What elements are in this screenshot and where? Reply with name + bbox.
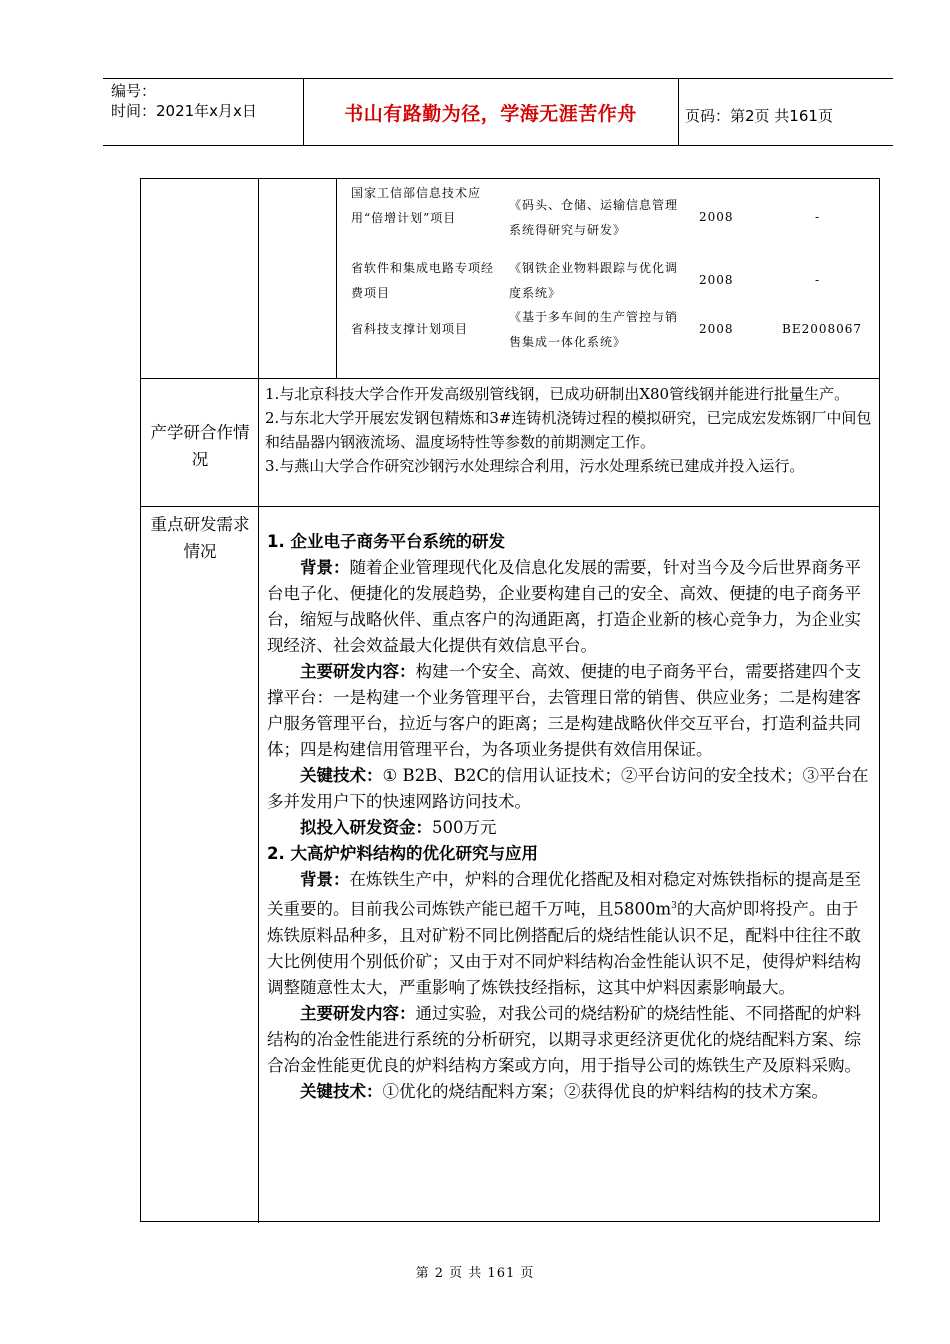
paragraph-text: 在炼铁生产中，炉料的合理优化搭配及相对稳定对炼铁指标的提高是至关重要的。目前我公司炼铁产能已超千万吨，且5800m xyxy=(267,870,861,919)
rd-content xyxy=(267,529,873,1105)
cooperation-item: 2.与东北大学开展宏发钢包精炼和3#连铸机浇铸过程的模拟研究，已完成宏发炼钢厂中间包和结晶器内钢液流场、温度场特性等参数的前期测定工作。 xyxy=(265,409,872,451)
rd-label: 重点研发需求情况 xyxy=(150,515,250,561)
paragraph-key-tech xyxy=(267,1079,873,1105)
project-name: 国家工信部信息技术应用“倍增计划”项目 xyxy=(351,186,482,225)
paragraph-text: ① B2B、B2C的信用认证技术；②平台访问的安全技术；③平台在多并发用户下的快速网路访问技术。 xyxy=(267,766,869,811)
project-code: - xyxy=(815,273,821,287)
project-year: 2008 xyxy=(699,273,734,287)
project-title: 《码头、仓储、运输信息管理系统得研究与研发》 xyxy=(509,198,679,237)
bold-label: 背景： xyxy=(300,870,350,889)
project-name: 省科技支撑计划项目 xyxy=(351,322,469,336)
bold-label: 拟投入研发资金： xyxy=(300,818,432,837)
header-motto: 书山有路勤为径，学海无涯苦作舟 xyxy=(344,103,637,125)
paragraph-text: 500万元 xyxy=(432,818,497,837)
project-title: 《钢铁企业物料跟踪与优化调度系统》 xyxy=(509,261,679,300)
page-footer: 第 2 页 共 161 页 xyxy=(415,1266,535,1281)
paragraph-main-content xyxy=(267,1001,873,1079)
section-heading: 1. 企业电子商务平台系统的研发 xyxy=(267,532,505,551)
project-name: 省软件和集成电路专项经费项目 xyxy=(351,261,495,300)
row-divider xyxy=(141,378,879,379)
cooperation-content xyxy=(265,382,875,478)
header-meta xyxy=(111,81,257,121)
project-code: BE2008067 xyxy=(782,322,863,336)
superscript: 3 xyxy=(671,901,677,911)
project-code: - xyxy=(815,210,821,224)
project-list xyxy=(337,179,879,378)
paragraph-text: ①优化的烧结配料方案；②获得优良的炉料结构的技术方案。 xyxy=(382,1081,828,1101)
bold-label: 关键技术： xyxy=(300,1081,383,1101)
paragraph-funding xyxy=(267,815,873,841)
number-label: 编号： xyxy=(111,82,157,100)
info-table xyxy=(140,178,880,1222)
bold-label: 主要研发内容： xyxy=(300,1003,416,1023)
cooperation-item: 3.与燕山大学合作研究沙钢污水处理综合利用，污水处理系统已建成并投入运行。 xyxy=(265,457,805,475)
paragraph-key-tech xyxy=(267,763,873,815)
row-divider xyxy=(141,506,879,507)
paragraph-background xyxy=(267,867,873,1001)
paragraph-text: 构建一个安全、高效、便捷的电子商务平台，需要搭建四个支撑平台：一是构建一个业务管理平台，去管理日常的销售、供应业务；二是构建客户服务管理平台，拉近与客户的距离；三是构建战略伙伴交互平台，打造利益共同体；四是构建信用管理平台，为各项业务提供有效信用保证。 xyxy=(267,662,861,759)
section-heading: 2. 大高炉炉料结构的优化研究与应用 xyxy=(267,844,538,863)
header-page-label: 页码：第2页 共161页 xyxy=(685,107,833,125)
bold-label: 背景： xyxy=(300,558,350,577)
project-title: 《基于多车间的生产管控与销售集成一体化系统》 xyxy=(509,310,679,349)
paragraph-text: 通过实验，对我公司的烧结粉矿的烧结性能、不同搭配的炉料结构的冶金性能进行系统的分析研究，以期寻求更经济更优化的烧结配料方案、综合冶金性能更优良的炉料结构方案或方向，用于指导公司的炼铁生产及原料采购。 xyxy=(267,1003,861,1075)
bold-label: 主要研发内容： xyxy=(300,662,416,681)
header-divider xyxy=(678,79,679,145)
project-year: 2008 xyxy=(699,322,734,336)
project-year: 2008 xyxy=(699,210,734,224)
bold-label: 关键技术： xyxy=(300,766,383,785)
page-header xyxy=(103,78,893,146)
paragraph-main-content xyxy=(267,659,873,763)
cooperation-item: 1.与北京科技大学合作开发高级别管线钢，已成功研制出X80管线钢并能进行批量生产。 xyxy=(265,385,850,403)
paragraph-text: 的大高炉即将投产。由于炼铁原料品种多，且对矿粉不同比例搭配后的烧结性能认识不足，配料中往往不敢大比例使用个别低价矿；又由于对不同炉料结构冶金性能认识不足，使得炉料结构调整随意性太大，严重影响了炼铁技经指标，这其中炉料因素影响最大。 xyxy=(267,899,861,997)
column-divider xyxy=(258,179,259,1223)
cooperation-label: 产学研合作情况 xyxy=(150,423,250,469)
time-label: 时间：2021年x月x日 xyxy=(111,102,257,120)
paragraph-background xyxy=(267,555,873,659)
paragraph-text: 随着企业管理现代化及信息化发展的需要，针对当今及今后世界商务平台电子化、便捷化的发展趋势，企业要构建自己的安全、高效、便捷的电子商务平台，缩短与战略伙伴、重点客户的沟通距离，打造企业新的核心竞争力，为企业实现经济、社会效益最大化提供有效信息平台。 xyxy=(267,558,861,655)
